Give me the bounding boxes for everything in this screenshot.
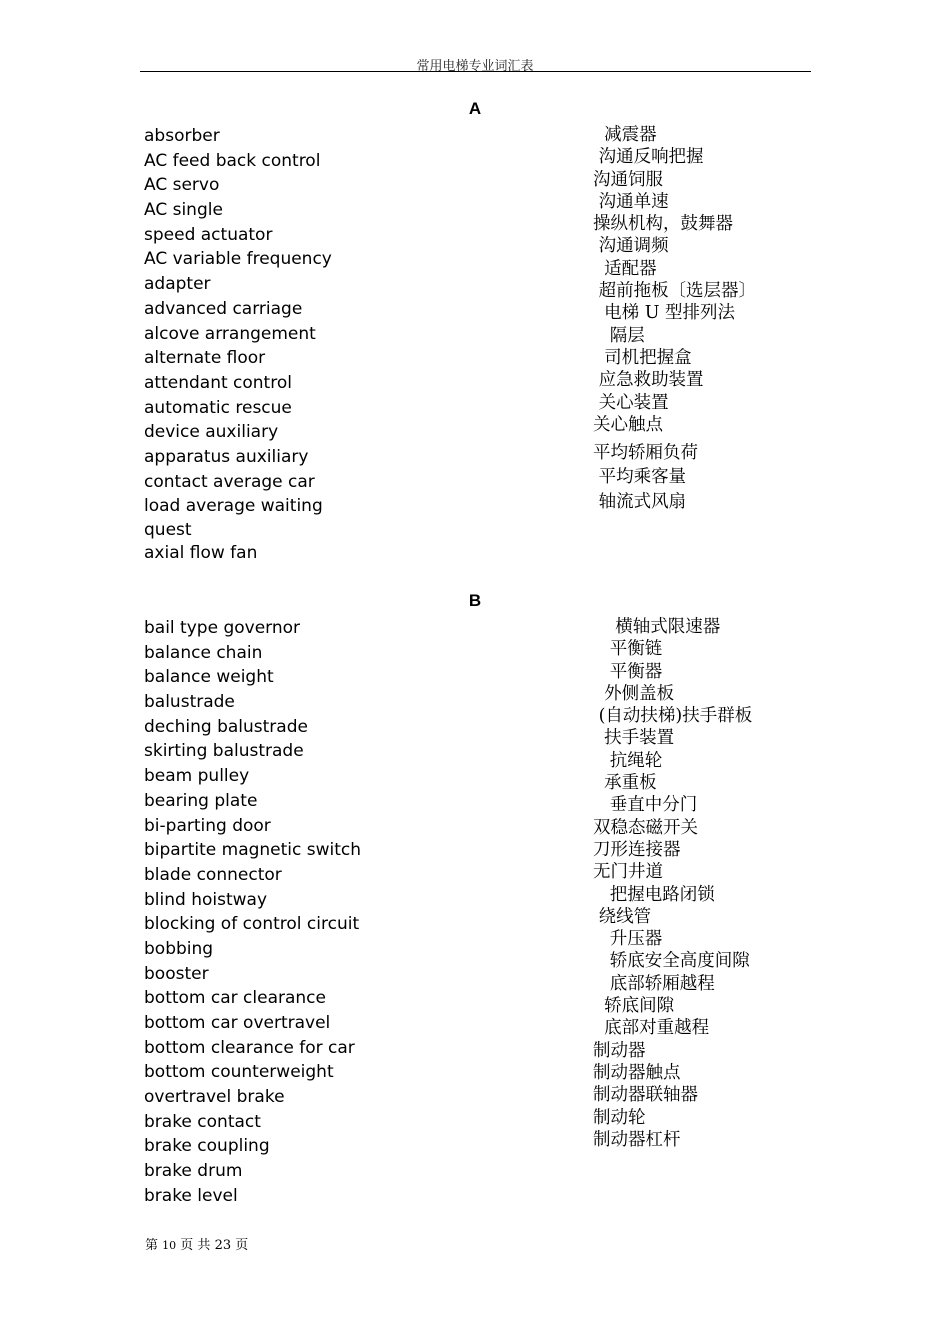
chinese-term: 超前拖板〔选层器〕 bbox=[593, 281, 757, 302]
english-term: bobbing bbox=[144, 938, 214, 959]
english-term: balustrade bbox=[144, 692, 235, 713]
english-term: blade connector bbox=[144, 864, 282, 885]
english-term: automatic rescue bbox=[144, 397, 292, 418]
english-term: device auxiliary bbox=[144, 422, 279, 443]
footer-total-pages: 23 bbox=[214, 1238, 232, 1253]
english-term: AC variable frequency bbox=[144, 249, 332, 270]
english-term: bail type governor bbox=[144, 618, 301, 638]
english-term: axial flow fan bbox=[144, 543, 258, 563]
english-term: load average waiting bbox=[144, 496, 323, 517]
chinese-term: 应急救助装置 bbox=[593, 370, 704, 391]
chinese-term: 隔层 bbox=[593, 325, 645, 346]
page-footer bbox=[145, 1234, 248, 1253]
english-term: AC servo bbox=[144, 175, 220, 196]
section-letter-a: A bbox=[468, 99, 482, 118]
chinese-term-list-a bbox=[593, 124, 756, 515]
english-term: booster bbox=[144, 963, 209, 984]
chinese-term: 制动器 bbox=[593, 1040, 646, 1061]
footer-suffix: 页 bbox=[235, 1238, 249, 1253]
chinese-term: 刀形连接器 bbox=[593, 839, 681, 860]
chinese-term: 升压器 bbox=[593, 929, 663, 950]
chinese-term: 制动轮 bbox=[593, 1107, 646, 1128]
english-term: contact average car bbox=[144, 471, 315, 492]
chinese-term-list-b bbox=[593, 616, 752, 1151]
english-term: AC feed back control bbox=[144, 150, 321, 171]
english-term: brake drum bbox=[144, 1161, 243, 1182]
footer-middle: 页 共 bbox=[180, 1238, 211, 1253]
chinese-term: 轿底间隙 bbox=[593, 996, 675, 1017]
chinese-term: 电梯 U 型排列法 bbox=[593, 303, 735, 324]
english-term: bearing plate bbox=[144, 790, 258, 811]
chinese-term: 沟通反响把握 bbox=[593, 147, 704, 168]
english-term: bottom clearance for car bbox=[144, 1037, 355, 1058]
chinese-term: (自动扶梯)扶手群板 bbox=[593, 706, 753, 727]
chinese-term: 适配器 bbox=[593, 258, 657, 279]
chinese-term: 制动器杠杆 bbox=[593, 1129, 681, 1150]
chinese-term: 平衡链 bbox=[593, 639, 663, 660]
chinese-term: 沟通饲服 bbox=[593, 169, 663, 190]
chinese-term: 扶手装置 bbox=[593, 728, 675, 749]
english-term: alternate floor bbox=[144, 348, 266, 369]
english-term: attendant control bbox=[144, 372, 292, 393]
header-divider bbox=[140, 71, 811, 72]
chinese-term: 双稳态磁开关 bbox=[593, 817, 698, 838]
chinese-term: 轿底安全高度间隙 bbox=[593, 951, 750, 972]
section-letter-b: B bbox=[468, 591, 482, 610]
english-term: blind hoistway bbox=[144, 889, 268, 910]
english-term: AC single bbox=[144, 200, 223, 221]
chinese-term: 减震器 bbox=[593, 125, 657, 145]
english-term: quest bbox=[144, 520, 192, 540]
english-term: bottom car overtravel bbox=[144, 1013, 331, 1033]
english-term: bipartite magnetic switch bbox=[144, 840, 362, 861]
english-term: blocking of control circuit bbox=[144, 914, 360, 935]
english-term: brake contact bbox=[144, 1111, 261, 1132]
english-term: bi-parting door bbox=[144, 815, 271, 836]
chinese-term: 操纵机构，鼓舞器 bbox=[593, 214, 733, 235]
english-term: overtravel brake bbox=[144, 1087, 285, 1108]
footer-page-number: 10 bbox=[162, 1239, 177, 1252]
chinese-term: 底部轿厢越程 bbox=[593, 973, 715, 994]
english-term: balance chain bbox=[144, 642, 263, 663]
english-term: balance weight bbox=[144, 667, 274, 688]
chinese-term: 外侧盖板 bbox=[593, 683, 675, 704]
chinese-term: 把握电路闭锁 bbox=[593, 884, 715, 905]
chinese-term: 底部对重越程 bbox=[593, 1018, 710, 1039]
chinese-term: 平均轿厢负荷 bbox=[593, 442, 698, 463]
chinese-term: 关心触点 bbox=[593, 414, 663, 435]
chinese-term: 承重板 bbox=[593, 773, 657, 794]
english-term: bottom counterweight bbox=[144, 1062, 334, 1083]
english-term: speed actuator bbox=[144, 224, 273, 245]
english-term: absorber bbox=[144, 126, 220, 146]
english-term: deching balustrade bbox=[144, 716, 308, 737]
chinese-term: 抗绳轮 bbox=[593, 750, 663, 771]
chinese-term: 沟通单速 bbox=[593, 191, 669, 212]
chinese-term: 平均乘客量 bbox=[593, 466, 687, 487]
chinese-term: 制动器触点 bbox=[593, 1062, 681, 1083]
english-term: apparatus auxiliary bbox=[144, 446, 309, 467]
chinese-term: 平衡器 bbox=[593, 661, 663, 682]
chinese-term: 关心装置 bbox=[593, 392, 669, 413]
english-term-list-a bbox=[144, 124, 332, 566]
chinese-term: 轴流式风扇 bbox=[593, 491, 687, 512]
page-header-title: 常用电梯专业词汇表 bbox=[416, 59, 534, 74]
english-term: adapter bbox=[144, 274, 211, 295]
chinese-term: 制动器联轴器 bbox=[593, 1085, 698, 1106]
english-term: brake coupling bbox=[144, 1136, 270, 1157]
english-term: advanced carriage bbox=[144, 298, 303, 319]
english-term: skirting balustrade bbox=[144, 741, 304, 762]
chinese-term: 无门井道 bbox=[593, 862, 663, 883]
english-term: beam pulley bbox=[144, 766, 250, 787]
english-term: brake level bbox=[144, 1185, 238, 1206]
chinese-term: 沟通调频 bbox=[593, 236, 669, 257]
english-term: bottom car clearance bbox=[144, 988, 326, 1009]
chinese-term: 绕线管 bbox=[593, 906, 652, 927]
english-term: alcove arrangement bbox=[144, 323, 316, 344]
chinese-term: 横轴式限速器 bbox=[593, 617, 721, 637]
footer-prefix: 第 bbox=[145, 1238, 159, 1253]
chinese-term: 司机把握盒 bbox=[593, 347, 692, 368]
english-term-list-b bbox=[144, 616, 361, 1209]
chinese-term: 垂直中分门 bbox=[593, 795, 698, 816]
